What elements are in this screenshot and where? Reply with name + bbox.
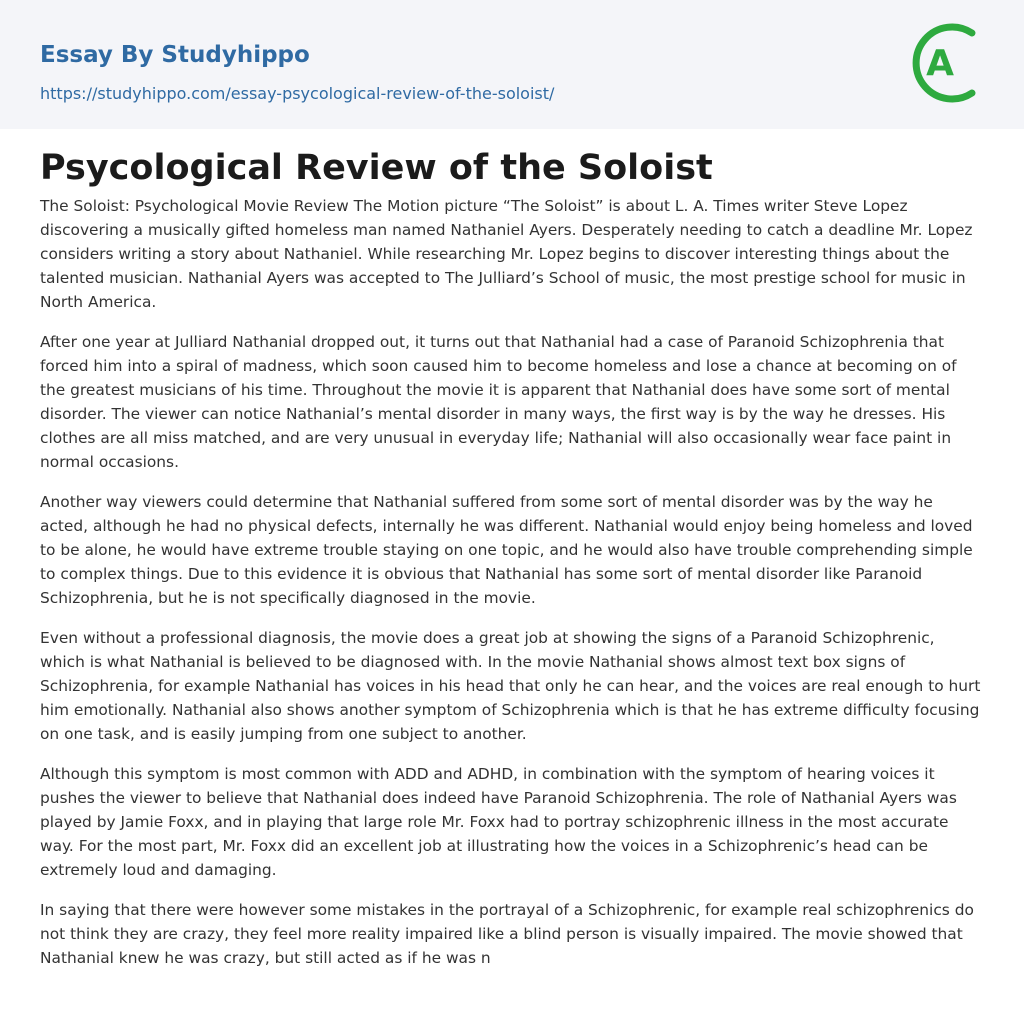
article-paragraph-1: The Soloist: Psychological Movie Review The Motion picture “The Soloist” is about L. A. Times writer Steve Lopez discovering a musically gifted homeless man named Nathaniel Ayers. Desperately needing to catch a deadline Mr. Lopez considers writing a story about Nathaniel. While researching Mr. Lopez begins to discover interesting things about the talented musician. Nathanial Ayers was accepted to The Julliard’s School of music, the most prestige school for music in North America. [40,197,973,311]
article-paragraph-5: Although this symptom is most common with ADD and ADHD, in combination with the symptom of hearing voices it pushes the viewer to believe that Nathanial does indeed have Paranoid Schizophrenia. The role of Nathanial Ayers was played by Jamie Foxx, and in playing that large role Mr. Foxx had to portray schizophrenic illness in the most accurate way. For the most part, Mr. Foxx did an excellent job at illustrating how the voices in a Schizophrenic’s head can be extremely loud and damaging. [40,765,957,879]
studyhippo-logo-icon[interactable] [910,18,988,108]
article-paragraph-6: In saying that there were however some mistakes in the portrayal of a Schizophrenic, for example real schizophrenics do not think they are crazy, they feel more reality impaired like a blind person is visually impaired. The movie showed that Nathanial knew he was crazy, but still acted as if he was n [40,901,974,967]
article-paragraph-3: Another way viewers could determine that Nathanial suffered from some sort of mental disorder was by the way he acted, although he had no physical defects, internally he was different. Nathanial would enjoy being homeless and loved to be alone, he would have extreme trouble staying on one topic, and he would also have trouble comprehending simple to complex things. Due to this evidence it is obvious that Nathanial has some sort of mental disorder like Paranoid Schizophrenia, but he is not specifically diagnosed in the movie. [40,493,973,607]
article-paragraph-2: After one year at Julliard Nathanial dropped out, it turns out that Nathanial had a case of Paranoid Schizophrenia that forced him into a spiral of madness, which soon caused him to become homeless and lose a chance at becoming on of the greatest musicians of his time. Throughout the movie it is apparent that Nathanial does have some sort of mental disorder. The viewer can notice Nathanial’s mental disorder in many ways, the first way is by the way he dresses. His clothes are all miss matched, and are very unusual in everyday life; Nathanial will also occasionally wear face paint in normal occasions. [40,333,957,471]
logo-letter: A [926,43,954,84]
source-url-link[interactable]: https://studyhippo.com/essay-psycological-review-of-the-soloist/ [40,84,555,103]
article-paragraph-4: Even without a professional diagnosis, the movie does a great job at showing the signs of a Paranoid Schizophrenic, which is what Nathanial is believed to be diagnosed with. In the movie Nathanial shows almost text box signs of Schizophrenia, for example Nathanial has voices in his head that only he can hear, and the voices are real enough to hurt him emotionally. Nathanial also shows another symptom of Schizophrenia which is that he has extreme difficulty focusing on one task, and is easily jumping from one subject to another. [40,629,981,743]
site-brand[interactable]: Essay By Studyhippo [40,42,310,68]
site-header [0,0,1024,129]
page-title: Psycological Review of the Soloist [40,148,713,188]
article [40,146,984,986]
